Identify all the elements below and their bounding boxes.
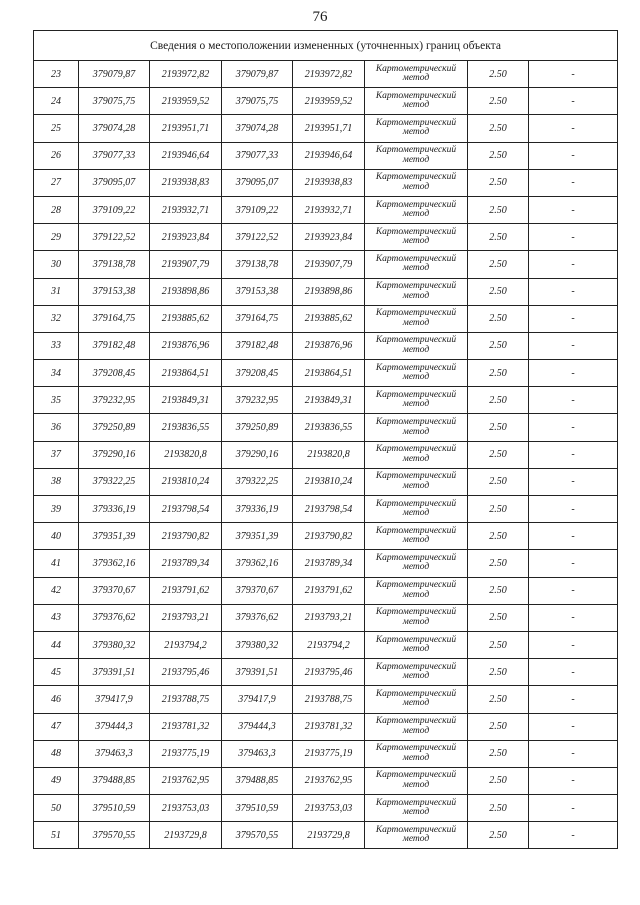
table-row xyxy=(34,305,618,332)
updated-x-cell: 379570,55 xyxy=(222,822,293,849)
updated-y-cell: 2193923,84 xyxy=(293,224,365,251)
updated-y-cell: 2193729,8 xyxy=(293,822,365,849)
existing-y-cell: 2193729,8 xyxy=(150,822,222,849)
existing-y-cell: 2193932,71 xyxy=(150,196,222,223)
point-number-cell: 29 xyxy=(34,224,79,251)
accuracy-cell: 2.50 xyxy=(468,713,529,740)
table-row xyxy=(34,88,618,115)
point-number-cell: 25 xyxy=(34,115,79,142)
description-cell: - xyxy=(529,360,618,387)
point-number-cell: 24 xyxy=(34,88,79,115)
description-cell: - xyxy=(529,387,618,414)
method-cell: Картометрический метод xyxy=(365,523,468,550)
existing-x-cell: 379322,25 xyxy=(79,468,150,495)
method-cell: Картометрический метод xyxy=(365,251,468,278)
table-row xyxy=(34,659,618,686)
accuracy-cell: 2.50 xyxy=(468,740,529,767)
method-cell: Картометрический метод xyxy=(365,278,468,305)
existing-y-cell: 2193794,2 xyxy=(150,631,222,658)
existing-y-cell: 2193836,55 xyxy=(150,414,222,441)
point-number-cell: 38 xyxy=(34,468,79,495)
accuracy-cell: 2.50 xyxy=(468,61,529,88)
method-cell: Картометрический метод xyxy=(365,740,468,767)
existing-y-cell: 2193762,95 xyxy=(150,767,222,794)
method-cell: Картометрический метод xyxy=(365,169,468,196)
table-row xyxy=(34,251,618,278)
description-cell: - xyxy=(529,468,618,495)
accuracy-cell: 2.50 xyxy=(468,332,529,359)
method-cell: Картометрический метод xyxy=(365,468,468,495)
existing-x-cell: 379122,52 xyxy=(79,224,150,251)
method-cell: Картометрический метод xyxy=(365,332,468,359)
method-cell: Картометрический метод xyxy=(365,659,468,686)
existing-y-cell: 2193972,82 xyxy=(150,61,222,88)
table-row xyxy=(34,115,618,142)
updated-x-cell: 379322,25 xyxy=(222,468,293,495)
point-number-cell: 36 xyxy=(34,414,79,441)
point-number-cell: 23 xyxy=(34,61,79,88)
table-row xyxy=(34,360,618,387)
existing-x-cell: 379095,07 xyxy=(79,169,150,196)
point-number-cell: 46 xyxy=(34,686,79,713)
existing-x-cell: 379351,39 xyxy=(79,523,150,550)
updated-y-cell: 2193820,8 xyxy=(293,441,365,468)
updated-y-cell: 2193946,64 xyxy=(293,142,365,169)
method-cell: Картометрический метод xyxy=(365,767,468,794)
updated-y-cell: 2193753,03 xyxy=(293,795,365,822)
existing-x-cell: 379290,16 xyxy=(79,441,150,468)
point-number-cell: 48 xyxy=(34,740,79,767)
existing-y-cell: 2193789,34 xyxy=(150,550,222,577)
table-row xyxy=(34,387,618,414)
point-number-cell: 41 xyxy=(34,550,79,577)
existing-y-cell: 2193923,84 xyxy=(150,224,222,251)
description-cell: - xyxy=(529,767,618,794)
table-row xyxy=(34,332,618,359)
table-row xyxy=(34,795,618,822)
existing-y-cell: 2193820,8 xyxy=(150,441,222,468)
existing-x-cell: 379109,22 xyxy=(79,196,150,223)
updated-x-cell: 379488,85 xyxy=(222,767,293,794)
existing-x-cell: 379182,48 xyxy=(79,332,150,359)
updated-y-cell: 2193762,95 xyxy=(293,767,365,794)
existing-y-cell: 2193946,64 xyxy=(150,142,222,169)
point-number-cell: 27 xyxy=(34,169,79,196)
description-cell: - xyxy=(529,740,618,767)
description-cell: - xyxy=(529,686,618,713)
existing-x-cell: 379336,19 xyxy=(79,496,150,523)
updated-x-cell: 379095,07 xyxy=(222,169,293,196)
method-cell: Картометрический метод xyxy=(365,822,468,849)
table-title: Сведения о местоположении измененных (уточненных) границ объекта xyxy=(34,31,618,61)
updated-y-cell: 2193849,31 xyxy=(293,387,365,414)
table-row xyxy=(34,278,618,305)
table-row xyxy=(34,577,618,604)
updated-x-cell: 379182,48 xyxy=(222,332,293,359)
updated-y-cell: 2193836,55 xyxy=(293,414,365,441)
updated-x-cell: 379351,39 xyxy=(222,523,293,550)
updated-y-cell: 2193795,46 xyxy=(293,659,365,686)
accuracy-cell: 2.50 xyxy=(468,659,529,686)
table-row xyxy=(34,496,618,523)
updated-y-cell: 2193781,32 xyxy=(293,713,365,740)
existing-y-cell: 2193959,52 xyxy=(150,88,222,115)
point-number-cell: 42 xyxy=(34,577,79,604)
existing-y-cell: 2193898,86 xyxy=(150,278,222,305)
existing-y-cell: 2193781,32 xyxy=(150,713,222,740)
updated-x-cell: 379075,75 xyxy=(222,88,293,115)
table-row xyxy=(34,468,618,495)
description-cell: - xyxy=(529,496,618,523)
existing-x-cell: 379380,32 xyxy=(79,631,150,658)
method-cell: Картометрический метод xyxy=(365,61,468,88)
description-cell: - xyxy=(529,822,618,849)
updated-x-cell: 379336,19 xyxy=(222,496,293,523)
updated-x-cell: 379138,78 xyxy=(222,251,293,278)
updated-y-cell: 2193775,19 xyxy=(293,740,365,767)
accuracy-cell: 2.50 xyxy=(468,631,529,658)
updated-x-cell: 379391,51 xyxy=(222,659,293,686)
point-number-cell: 47 xyxy=(34,713,79,740)
accuracy-cell: 2.50 xyxy=(468,468,529,495)
description-cell: - xyxy=(529,604,618,631)
accuracy-cell: 2.50 xyxy=(468,196,529,223)
method-cell: Картометрический метод xyxy=(365,414,468,441)
description-cell: - xyxy=(529,305,618,332)
table-row xyxy=(34,523,618,550)
description-cell: - xyxy=(529,332,618,359)
table-row xyxy=(34,686,618,713)
point-number-cell: 49 xyxy=(34,767,79,794)
description-cell: - xyxy=(529,631,618,658)
method-cell: Картометрический метод xyxy=(365,142,468,169)
updated-x-cell: 379417,9 xyxy=(222,686,293,713)
updated-x-cell: 379250,89 xyxy=(222,414,293,441)
existing-y-cell: 2193790,82 xyxy=(150,523,222,550)
description-cell: - xyxy=(529,88,618,115)
existing-x-cell: 379488,85 xyxy=(79,767,150,794)
description-cell: - xyxy=(529,441,618,468)
description-cell: - xyxy=(529,550,618,577)
accuracy-cell: 2.50 xyxy=(468,441,529,468)
table-row xyxy=(34,441,618,468)
updated-x-cell: 379380,32 xyxy=(222,631,293,658)
accuracy-cell: 2.50 xyxy=(468,523,529,550)
updated-y-cell: 2193793,21 xyxy=(293,604,365,631)
existing-x-cell: 379463,3 xyxy=(79,740,150,767)
updated-y-cell: 2193876,96 xyxy=(293,332,365,359)
description-cell: - xyxy=(529,713,618,740)
existing-y-cell: 2193885,62 xyxy=(150,305,222,332)
existing-x-cell: 379075,75 xyxy=(79,88,150,115)
description-cell: - xyxy=(529,577,618,604)
point-number-cell: 34 xyxy=(34,360,79,387)
accuracy-cell: 2.50 xyxy=(468,550,529,577)
point-number-cell: 28 xyxy=(34,196,79,223)
existing-x-cell: 379079,87 xyxy=(79,61,150,88)
existing-y-cell: 2193951,71 xyxy=(150,115,222,142)
existing-y-cell: 2193864,51 xyxy=(150,360,222,387)
existing-y-cell: 2193849,31 xyxy=(150,387,222,414)
existing-y-cell: 2193810,24 xyxy=(150,468,222,495)
accuracy-cell: 2.50 xyxy=(468,822,529,849)
existing-x-cell: 379570,55 xyxy=(79,822,150,849)
updated-y-cell: 2193959,52 xyxy=(293,88,365,115)
existing-y-cell: 2193775,19 xyxy=(150,740,222,767)
accuracy-cell: 2.50 xyxy=(468,387,529,414)
existing-x-cell: 379208,45 xyxy=(79,360,150,387)
updated-x-cell: 379077,33 xyxy=(222,142,293,169)
updated-x-cell: 379109,22 xyxy=(222,196,293,223)
boundary-coordinates-table xyxy=(33,30,618,849)
existing-y-cell: 2193791,62 xyxy=(150,577,222,604)
table-row xyxy=(34,142,618,169)
table-row xyxy=(34,169,618,196)
page-number: 76 xyxy=(312,9,328,25)
description-cell: - xyxy=(529,142,618,169)
description-cell: - xyxy=(529,795,618,822)
existing-x-cell: 379232,95 xyxy=(79,387,150,414)
description-cell: - xyxy=(529,61,618,88)
accuracy-cell: 2.50 xyxy=(468,767,529,794)
updated-x-cell: 379153,38 xyxy=(222,278,293,305)
accuracy-cell: 2.50 xyxy=(468,414,529,441)
existing-x-cell: 379153,38 xyxy=(79,278,150,305)
method-cell: Картометрический метод xyxy=(365,88,468,115)
accuracy-cell: 2.50 xyxy=(468,142,529,169)
accuracy-cell: 2.50 xyxy=(468,115,529,142)
method-cell: Картометрический метод xyxy=(365,577,468,604)
method-cell: Картометрический метод xyxy=(365,196,468,223)
accuracy-cell: 2.50 xyxy=(468,795,529,822)
updated-y-cell: 2193898,86 xyxy=(293,278,365,305)
updated-y-cell: 2193789,34 xyxy=(293,550,365,577)
table-row xyxy=(34,631,618,658)
description-cell: - xyxy=(529,224,618,251)
updated-x-cell: 379079,87 xyxy=(222,61,293,88)
method-cell: Картометрический метод xyxy=(365,631,468,658)
updated-x-cell: 379362,16 xyxy=(222,550,293,577)
point-number-cell: 37 xyxy=(34,441,79,468)
updated-y-cell: 2193907,79 xyxy=(293,251,365,278)
method-cell: Картометрический метод xyxy=(365,387,468,414)
method-cell: Картометрический метод xyxy=(365,795,468,822)
updated-y-cell: 2193788,75 xyxy=(293,686,365,713)
updated-x-cell: 379376,62 xyxy=(222,604,293,631)
accuracy-cell: 2.50 xyxy=(468,577,529,604)
existing-y-cell: 2193798,54 xyxy=(150,496,222,523)
updated-x-cell: 379232,95 xyxy=(222,387,293,414)
existing-x-cell: 379376,62 xyxy=(79,604,150,631)
table-row xyxy=(34,740,618,767)
existing-x-cell: 379370,67 xyxy=(79,577,150,604)
updated-y-cell: 2193951,71 xyxy=(293,115,365,142)
method-cell: Картометрический метод xyxy=(365,686,468,713)
method-cell: Картометрический метод xyxy=(365,713,468,740)
updated-x-cell: 379164,75 xyxy=(222,305,293,332)
updated-y-cell: 2193885,62 xyxy=(293,305,365,332)
updated-y-cell: 2193938,83 xyxy=(293,169,365,196)
table-row xyxy=(34,196,618,223)
accuracy-cell: 2.50 xyxy=(468,278,529,305)
description-cell: - xyxy=(529,659,618,686)
updated-x-cell: 379510,59 xyxy=(222,795,293,822)
description-cell: - xyxy=(529,278,618,305)
updated-x-cell: 379290,16 xyxy=(222,441,293,468)
method-cell: Картометрический метод xyxy=(365,360,468,387)
existing-x-cell: 379417,9 xyxy=(79,686,150,713)
table-row xyxy=(34,713,618,740)
updated-x-cell: 379122,52 xyxy=(222,224,293,251)
table-row xyxy=(34,414,618,441)
point-number-cell: 39 xyxy=(34,496,79,523)
method-cell: Картометрический метод xyxy=(365,604,468,631)
existing-y-cell: 2193907,79 xyxy=(150,251,222,278)
existing-x-cell: 379444,3 xyxy=(79,713,150,740)
description-cell: - xyxy=(529,251,618,278)
updated-y-cell: 2193791,62 xyxy=(293,577,365,604)
updated-y-cell: 2193932,71 xyxy=(293,196,365,223)
method-cell: Картометрический метод xyxy=(365,115,468,142)
existing-x-cell: 379362,16 xyxy=(79,550,150,577)
point-number-cell: 43 xyxy=(34,604,79,631)
table-row xyxy=(34,224,618,251)
updated-x-cell: 379074,28 xyxy=(222,115,293,142)
point-number-cell: 33 xyxy=(34,332,79,359)
updated-y-cell: 2193972,82 xyxy=(293,61,365,88)
point-number-cell: 30 xyxy=(34,251,79,278)
updated-x-cell: 379208,45 xyxy=(222,360,293,387)
point-number-cell: 31 xyxy=(34,278,79,305)
existing-y-cell: 2193938,83 xyxy=(150,169,222,196)
method-cell: Картометрический метод xyxy=(365,224,468,251)
table-row xyxy=(34,822,618,849)
accuracy-cell: 2.50 xyxy=(468,224,529,251)
existing-x-cell: 379138,78 xyxy=(79,251,150,278)
point-number-cell: 35 xyxy=(34,387,79,414)
accuracy-cell: 2.50 xyxy=(468,88,529,115)
accuracy-cell: 2.50 xyxy=(468,496,529,523)
updated-y-cell: 2193794,2 xyxy=(293,631,365,658)
point-number-cell: 50 xyxy=(34,795,79,822)
updated-x-cell: 379444,3 xyxy=(222,713,293,740)
existing-x-cell: 379074,28 xyxy=(79,115,150,142)
description-cell: - xyxy=(529,414,618,441)
existing-x-cell: 379250,89 xyxy=(79,414,150,441)
description-cell: - xyxy=(529,523,618,550)
existing-y-cell: 2193788,75 xyxy=(150,686,222,713)
existing-y-cell: 2193795,46 xyxy=(150,659,222,686)
accuracy-cell: 2.50 xyxy=(468,360,529,387)
existing-y-cell: 2193793,21 xyxy=(150,604,222,631)
point-number-cell: 40 xyxy=(34,523,79,550)
method-cell: Картометрический метод xyxy=(365,496,468,523)
existing-x-cell: 379391,51 xyxy=(79,659,150,686)
updated-x-cell: 379370,67 xyxy=(222,577,293,604)
method-cell: Картометрический метод xyxy=(365,441,468,468)
accuracy-cell: 2.50 xyxy=(468,305,529,332)
table-row xyxy=(34,550,618,577)
accuracy-cell: 2.50 xyxy=(468,686,529,713)
method-cell: Картометрический метод xyxy=(365,305,468,332)
point-number-cell: 32 xyxy=(34,305,79,332)
point-number-cell: 51 xyxy=(34,822,79,849)
existing-y-cell: 2193753,03 xyxy=(150,795,222,822)
method-cell: Картометрический метод xyxy=(365,550,468,577)
description-cell: - xyxy=(529,115,618,142)
point-number-cell: 45 xyxy=(34,659,79,686)
table-row xyxy=(34,604,618,631)
existing-x-cell: 379077,33 xyxy=(79,142,150,169)
table-row xyxy=(34,61,618,88)
updated-y-cell: 2193864,51 xyxy=(293,360,365,387)
existing-y-cell: 2193876,96 xyxy=(150,332,222,359)
table-row xyxy=(34,767,618,794)
updated-x-cell: 379463,3 xyxy=(222,740,293,767)
description-cell: - xyxy=(529,169,618,196)
accuracy-cell: 2.50 xyxy=(468,251,529,278)
existing-x-cell: 379510,59 xyxy=(79,795,150,822)
point-number-cell: 44 xyxy=(34,631,79,658)
table-title-row xyxy=(34,31,618,61)
updated-y-cell: 2193798,54 xyxy=(293,496,365,523)
updated-y-cell: 2193810,24 xyxy=(293,468,365,495)
existing-x-cell: 379164,75 xyxy=(79,305,150,332)
updated-y-cell: 2193790,82 xyxy=(293,523,365,550)
accuracy-cell: 2.50 xyxy=(468,169,529,196)
description-cell: - xyxy=(529,196,618,223)
accuracy-cell: 2.50 xyxy=(468,604,529,631)
point-number-cell: 26 xyxy=(34,142,79,169)
